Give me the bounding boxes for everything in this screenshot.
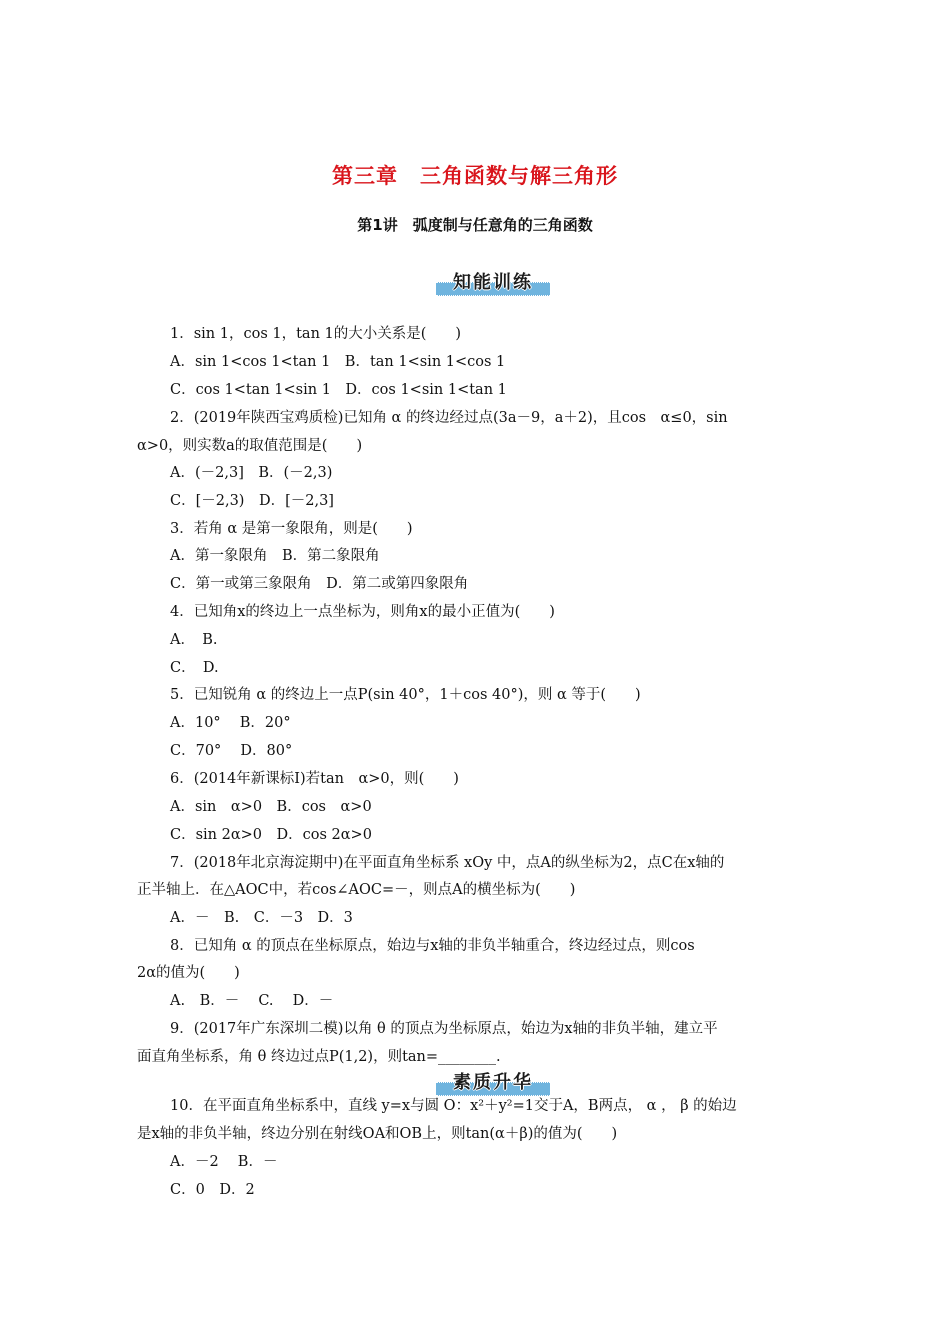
question-line: 2α的值为( ) [137, 965, 240, 981]
section-banner-training [436, 268, 550, 296]
option-line: A． B. [170, 632, 218, 648]
section-title: 素质升华 [453, 1072, 533, 1093]
question-line: 5．已知锐角 α 的终边上一点P(sin 40°，1＋cos 40°)，则 α 等于( ) [170, 687, 641, 703]
question-line: 面直角坐标系，角 θ 终边过点P(1,2)，则tan=________. [137, 1049, 501, 1065]
question-line: 2．(2019年陕西宝鸡质检)已知角 α 的终边经过点(3a－9，a＋2)，且cos α≤0，sin [170, 410, 728, 426]
question-line: 4．已知角x的终边上一点坐标为，则角x的最小正值为( ) [170, 604, 555, 620]
option-line: C．第一或第三象限角 D．第二或第四象限角 [170, 576, 469, 592]
question-line: 8．已知角 α 的顶点在坐标原点，始边与x轴的非负半轴重合，终边经过点，则cos [170, 938, 695, 954]
section-banner-improvement [436, 1068, 550, 1096]
option-line: C．0 D．2 [170, 1182, 255, 1198]
question-line: 1．sin 1，cos 1，tan 1的大小关系是( ) [170, 326, 462, 342]
option-line: C． D. [170, 660, 219, 676]
option-line: A．－2 B．－ [170, 1154, 278, 1170]
question-line: 7．(2018年北京海淀期中)在平面直角坐标系 xOy 中，点A的纵坐标为2，点C在x轴的 [170, 855, 725, 871]
lesson-title: 第1讲 弧度制与任意角的三角函数 [357, 216, 593, 234]
option-line: A．第一象限角 B．第二象限角 [170, 548, 380, 564]
question-line: 3．若角 α 是第一象限角，则是( ) [170, 521, 413, 537]
option-line: A. B．－ C. D．－ [170, 993, 334, 1009]
question-line: 是x轴的非负半轴，终边分别在射线OA和OB上，则tan(α＋β)的值为( ) [137, 1126, 618, 1142]
option-line: A．sin α>0 B．cos α>0 [170, 799, 372, 815]
option-line: A．10° B．20° [170, 715, 291, 731]
chapter-title: 第三章 三角函数与解三角形 [332, 164, 618, 188]
option-line: C．sin 2α>0 D．cos 2α>0 [170, 827, 372, 843]
section-title: 知能训练 [453, 272, 533, 293]
option-line: C．70° D．80° [170, 743, 293, 759]
question-line: 6．(2014年新课标Ⅰ)若tan α>0，则( ) [170, 771, 459, 787]
option-line: A．sin 1<cos 1<tan 1 B．tan 1<sin 1<cos 1 [170, 354, 506, 370]
option-line: A．－ B. C．－3 D．3 [170, 910, 353, 926]
question-line: 9．(2017年广东深圳二模)以角 θ 的顶点为坐标原点，始边为x轴的非负半轴，建立平 [170, 1021, 718, 1037]
question-line: 正半轴上．在△AOC中，若cos∠AOC=－，则点A的横坐标为( ) [137, 882, 576, 898]
option-line: C．[－2,3) D．[－2,3] [170, 493, 334, 509]
question-line: 10．在平面直角坐标系中，直线 y=x与圆 O：x²＋y²=1交于A，B两点， α ， β 的始边 [170, 1098, 737, 1114]
option-line: C．cos 1<tan 1<sin 1 D．cos 1<sin 1<tan 1 [170, 382, 507, 398]
option-line: A．(－2,3] B．(－2,3) [170, 465, 333, 481]
question-line: α>0，则实数a的取值范围是( ) [137, 438, 363, 454]
